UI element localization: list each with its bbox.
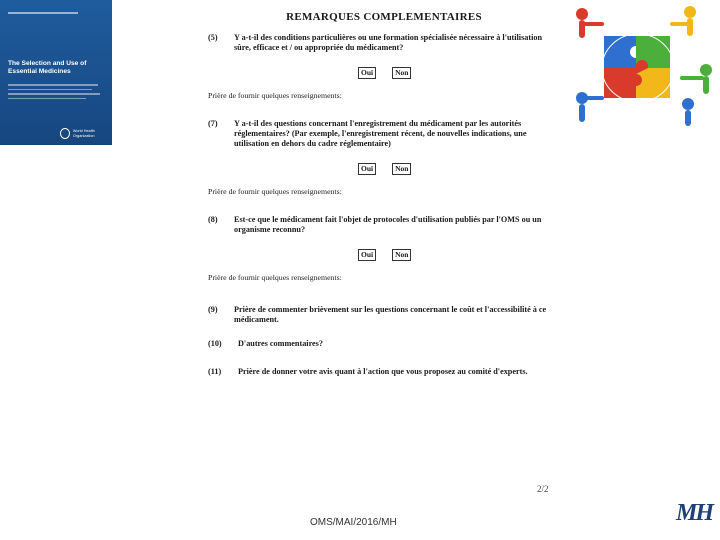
info-prompt: Prière de fournir quelques renseignements: [208, 273, 342, 282]
question-text: Prière de commenter brièvement sur les questions concernant le coût et l'accessibilité à ce médicament. [234, 305, 547, 324]
who-logo [60, 128, 112, 139]
puzzle-icon [602, 34, 674, 102]
question [208, 305, 560, 325]
question-number: (7) [208, 119, 218, 128]
puzzle-people-illustration [560, 0, 720, 130]
question-number: (10) [208, 339, 222, 348]
cover-line [8, 89, 92, 91]
question-text: Y a-t-il des conditions particulières ou une formation spécialisée nécessaire à l'utilisation sûre, efficace et / ou appropriée du médicament? [234, 33, 543, 52]
footer-reference: OMS/MAI/2016/MH [310, 517, 397, 528]
question-text: Y a-t-il des questions concernant l'enregistrement du médicament par les autorités réglementaires? (Par exemple, l'enregistrement récent, de nouvelles indications, une utilisation en dehors du cadre réglementaire) [234, 119, 527, 148]
question-number: (9) [208, 305, 218, 314]
question-block [208, 215, 560, 283]
yes-checkbox[interactable]: Oui [358, 163, 376, 175]
question-number: (8) [208, 215, 218, 224]
question [208, 339, 560, 349]
figure-red-icon [576, 8, 604, 38]
answer-choices [358, 67, 560, 79]
cover-title: The Selection and Use of Essential Medicines [8, 60, 87, 75]
question [208, 215, 560, 235]
question-text: Est-ce que le médicament fait l'objet de protocoles d'utilisation publiés par l'OMS ou un organisme reconnu? [234, 215, 542, 234]
no-checkbox[interactable]: Non [392, 163, 411, 175]
cover-line [8, 93, 100, 95]
document-title: REMARQUES COMPLEMENTAIRES [286, 11, 482, 23]
question [208, 119, 560, 149]
question [208, 33, 560, 53]
who-emblem-icon [60, 128, 70, 139]
book-cover [0, 0, 112, 145]
answer-choices [358, 163, 560, 175]
question-block [208, 119, 560, 197]
figure-yellow-icon [670, 6, 696, 36]
info-prompt: Prière de fournir quelques renseignements: [208, 187, 342, 196]
info-prompt: Prière de fournir quelques renseignements: [208, 91, 342, 100]
no-checkbox[interactable]: Non [392, 67, 411, 79]
questionnaire-page [208, 12, 560, 377]
yes-checkbox[interactable]: Oui [358, 249, 376, 261]
question-text: Prière de donner votre avis quant à l'action que vous proposez au comité d'experts. [238, 367, 528, 376]
cover-top-line [8, 12, 78, 14]
no-checkbox[interactable]: Non [392, 249, 411, 261]
yes-checkbox[interactable]: Oui [358, 67, 376, 79]
answer-choices [358, 249, 560, 261]
question-number: (5) [208, 33, 218, 42]
question-text: D'autres commentaires? [238, 339, 323, 348]
figure-blue-2-icon [682, 98, 694, 126]
figure-blue-icon [576, 92, 604, 122]
question-block [208, 33, 560, 101]
figure-green-icon [680, 64, 712, 94]
cover-line [8, 84, 98, 86]
who-logo-text: World Health Organization [72, 128, 95, 138]
question-number: (11) [208, 367, 222, 376]
cover-line [8, 98, 86, 100]
page-number: 2/2 [537, 484, 549, 494]
mh-logo: MH [676, 500, 713, 526]
question [208, 367, 560, 377]
